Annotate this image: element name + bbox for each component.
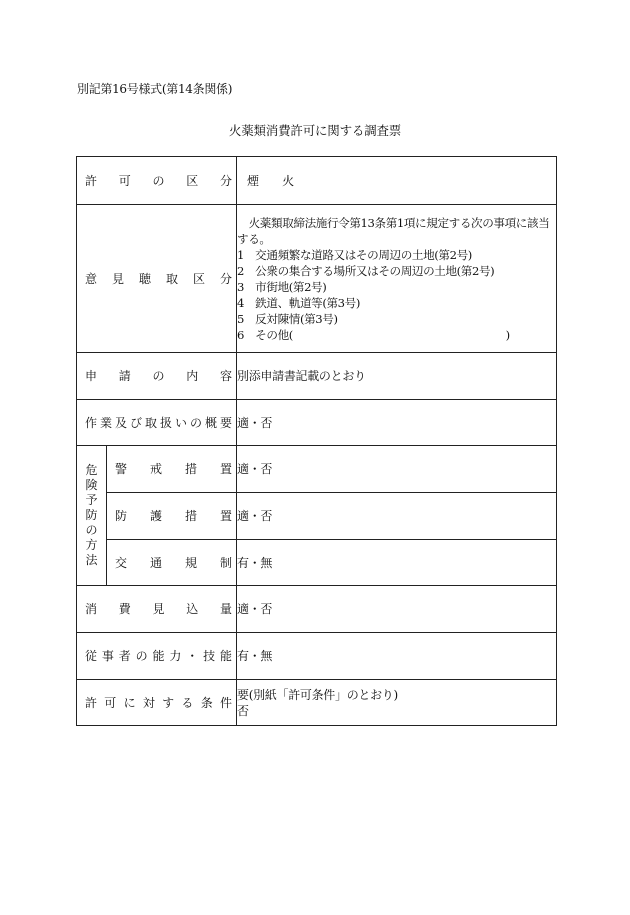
label-char: の [152, 173, 165, 188]
label-char: 許 [85, 695, 98, 710]
consumption-estimate-label [77, 586, 237, 633]
permit-condition-none: 否 [237, 703, 249, 718]
row-danger-protection [77, 493, 557, 540]
opinion-item: 1 交通頻繁な道路又はその周辺の土地(第2号) [237, 247, 472, 262]
label-char: 可 [104, 695, 117, 710]
traffic-control-label-chars [107, 555, 236, 571]
consumption-estimate-label-chars [77, 601, 236, 617]
label-char: 制 [220, 555, 233, 570]
row-danger-traffic [77, 540, 557, 586]
label-char: 見 [152, 602, 165, 616]
row-opinion-category [77, 205, 557, 353]
label-char: 力 [169, 649, 182, 663]
label-char: 取 [145, 415, 158, 430]
label-char: 量 [220, 602, 233, 616]
worker-ability-label-chars [77, 648, 236, 664]
label-char: 容 [220, 369, 233, 383]
danger-prevention-label [77, 446, 107, 586]
label-char: 内 [186, 369, 199, 383]
label-char: 要 [220, 415, 233, 430]
opinion-item: 3 市街地(第2号) [237, 279, 327, 294]
application-content-label [77, 353, 237, 400]
worker-ability-label [77, 633, 237, 680]
protection-measure-value: 適・否 [237, 493, 557, 540]
permit-conditions-label [77, 680, 237, 726]
label-char: 概 [205, 415, 218, 430]
label-char: び [130, 415, 143, 430]
label-char: 条 [200, 695, 213, 710]
label-char: 法 [85, 553, 98, 567]
label-char: 意 [85, 271, 98, 286]
protection-measure-label [107, 493, 237, 540]
label-char: 消 [85, 602, 98, 616]
label-char: 区 [193, 271, 206, 286]
permit-condition-required: 要(別紙「許可条件」のとおり) [237, 687, 398, 702]
opinion-item: 4 鉄道、軌道等(第3号) [237, 295, 360, 310]
protection-measure-label-chars [107, 508, 236, 524]
label-char: 事 [101, 649, 114, 663]
permit-conditions-label-chars [77, 695, 236, 711]
label-char: 予 [85, 493, 98, 507]
label-char: る [181, 695, 194, 710]
label-char: 戒 [150, 462, 163, 476]
label-char: 許 [85, 173, 98, 188]
row-permit-conditions [77, 680, 557, 726]
label-char: 技 [203, 649, 216, 663]
label-char: 込 [186, 602, 199, 616]
label-char: 請 [118, 369, 131, 383]
label-char: 業 [100, 415, 113, 430]
label-char: 置 [220, 462, 233, 476]
label-char: 分 [220, 271, 233, 286]
danger-prevention-label-chars [77, 463, 106, 568]
opinion-intro-text: 火薬類取締法施行令第13条第1項に規定する次の事項に該当する。 [237, 215, 550, 246]
row-application-content [77, 353, 557, 400]
label-char: 対 [142, 695, 155, 710]
label-char: の [152, 369, 165, 383]
label-char: 防 [115, 509, 128, 523]
survey-form-table [76, 156, 557, 726]
opinion-item: 5 反対陳情(第3号) [237, 311, 338, 326]
permit-category-label-chars [77, 173, 236, 189]
traffic-control-label [107, 540, 237, 586]
label-char: 規 [185, 555, 198, 570]
label-char: す [162, 695, 175, 710]
label-char: 見 [112, 271, 125, 286]
label-char: 件 [219, 695, 232, 710]
label-char: ・ [186, 649, 199, 663]
label-char: 方 [85, 538, 98, 552]
label-char: 聴 [139, 271, 152, 286]
label-char: 危 [85, 463, 98, 477]
row-consumption-estimate [77, 586, 557, 633]
traffic-control-value: 有・無 [237, 540, 557, 586]
label-char: 防 [85, 508, 98, 522]
label-char: 取 [166, 271, 179, 286]
row-work-overview [77, 400, 557, 446]
opinion-item: 6 その他( ) [237, 327, 510, 342]
row-worker-ability [77, 633, 557, 680]
label-char: 通 [150, 555, 163, 570]
label-char: 措 [185, 462, 198, 476]
application-content-value: 別添申請書記載のとおり [237, 353, 557, 400]
opinion-category-value [237, 205, 557, 353]
consumption-estimate-value: 適・否 [237, 586, 557, 633]
label-char: 警 [115, 462, 128, 476]
label-char: 従 [85, 649, 98, 663]
row-danger-guard [77, 446, 557, 493]
label-char: に [123, 695, 136, 710]
label-char: の [135, 649, 148, 663]
label-char: 区 [186, 173, 199, 188]
label-char: 能 [220, 649, 233, 663]
document-title: 火薬類消費許可に関する調査票 [228, 123, 402, 138]
label-char: 及 [115, 415, 128, 430]
label-char: の [190, 415, 203, 430]
label-char: い [175, 415, 188, 430]
opinion-items-list [237, 247, 556, 343]
guard-measure-value: 適・否 [237, 446, 557, 493]
guard-measure-label-chars [107, 461, 236, 477]
guard-measure-label [107, 446, 237, 493]
opinion-category-label-chars [77, 271, 236, 287]
work-overview-label-chars [77, 415, 236, 431]
permit-category-value [237, 157, 557, 205]
opinion-item: 2 公衆の集合する場所又はその周辺の土地(第2号) [237, 263, 495, 278]
application-content-label-chars [77, 368, 236, 384]
label-char: 申 [85, 369, 98, 383]
permit-category-text: 煙 火 [247, 173, 294, 188]
work-overview-value: 適・否 [237, 400, 557, 446]
permit-conditions-value [237, 680, 557, 726]
label-char: の [85, 523, 98, 537]
worker-ability-value: 有・無 [237, 633, 557, 680]
label-char: 作 [85, 415, 98, 430]
label-char: 可 [118, 173, 131, 188]
form-number: 別記第16号様式(第14条関係) [77, 82, 233, 96]
label-char: 者 [118, 649, 131, 663]
label-char: 扱 [160, 415, 173, 430]
label-char: 措 [185, 509, 198, 523]
opinion-category-label [77, 205, 237, 353]
row-permit-category [77, 157, 557, 205]
label-char: 分 [220, 173, 233, 188]
label-char: 険 [85, 478, 98, 492]
work-overview-label [77, 400, 237, 446]
label-char: 交 [115, 555, 128, 570]
label-char: 費 [118, 602, 131, 616]
label-char: 能 [152, 649, 165, 663]
label-char: 護 [150, 509, 163, 523]
label-char: 置 [220, 509, 233, 523]
permit-category-label [77, 157, 237, 205]
